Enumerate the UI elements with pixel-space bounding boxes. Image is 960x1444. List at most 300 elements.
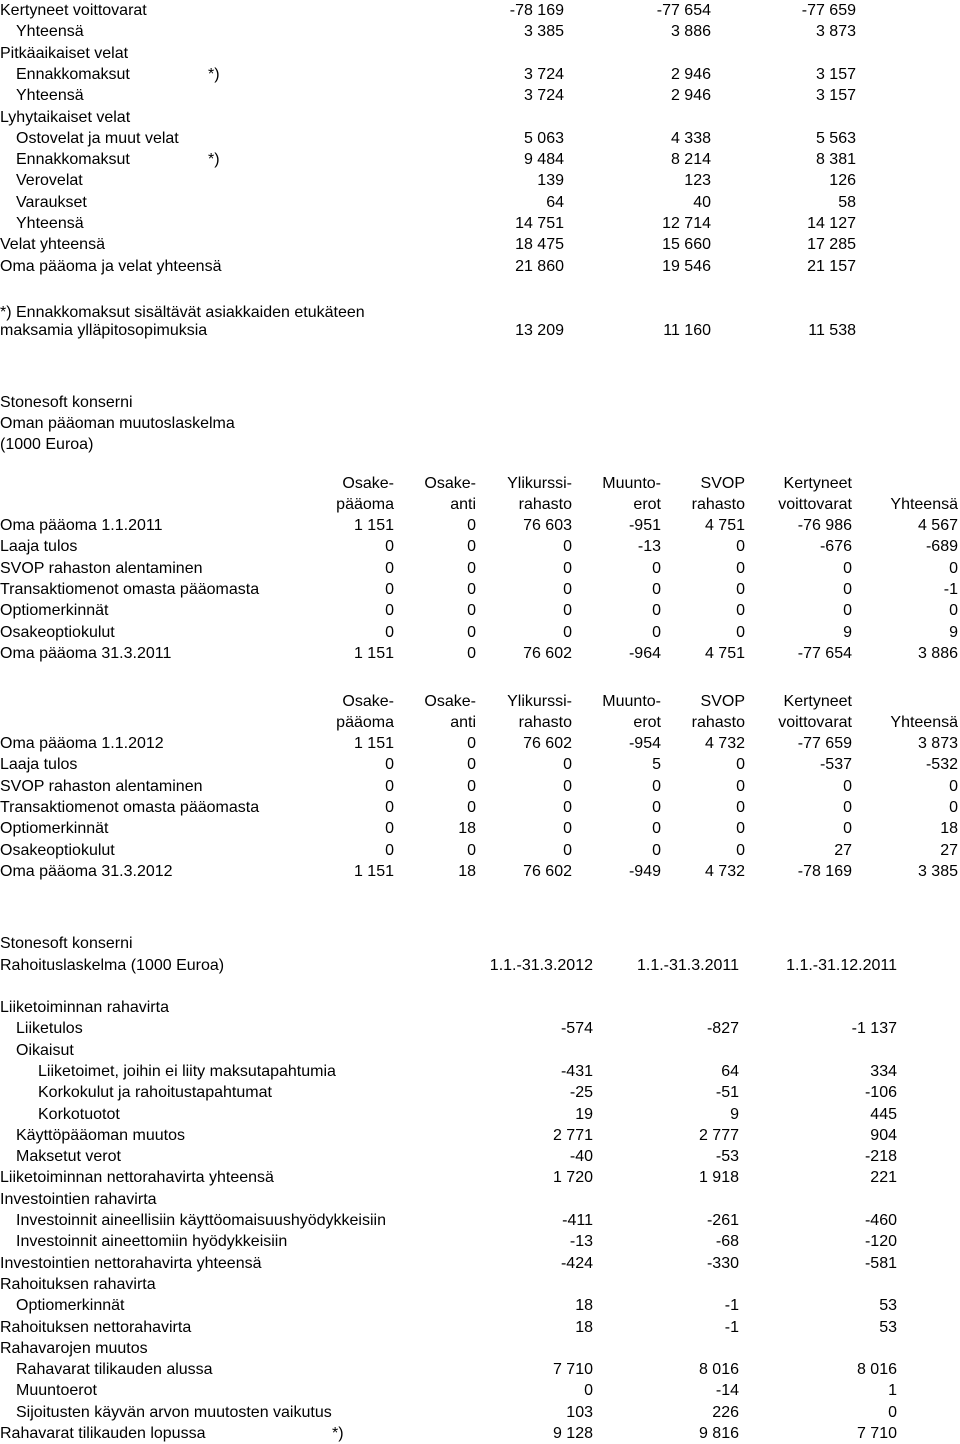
row-label: Rahoituksen nettorahavirta: [0, 1318, 192, 1336]
row-value: 0: [467, 623, 476, 641]
row-value: 0: [652, 559, 661, 577]
equity-row: [0, 558, 960, 579]
row-label: Osakeoptiokulut: [0, 841, 115, 859]
row-label: Investoinnit aineellisiin käyttöomaisuushyödykkeisiin: [16, 1212, 386, 1229]
cashflow-row: [0, 1231, 960, 1252]
equity-row: [0, 818, 960, 839]
row-value: 4 732: [704, 735, 745, 752]
row-value: 27: [834, 841, 852, 859]
column-header: Osake-: [342, 693, 394, 710]
row-value: -78 169: [509, 2, 564, 19]
row-value: 1 918: [698, 1169, 739, 1187]
row-value: 53: [879, 1318, 897, 1336]
row-value: 0: [385, 841, 394, 859]
cashflow-row: [0, 1210, 960, 1231]
row-label: Ostovelat ja muut velat: [16, 129, 179, 147]
row-label: Maksetut verot: [16, 1148, 121, 1166]
cashflow-row: [0, 1295, 960, 1316]
row-value: 0: [467, 538, 476, 556]
cashflow-title: Rahoituslaskelma (1000 Euroa): [0, 957, 225, 974]
row-value: 0: [563, 841, 572, 859]
row-label: Oma pääoma 31.3.2011: [0, 644, 172, 662]
row-value: -13: [637, 538, 661, 556]
row-value: 904: [870, 1126, 897, 1144]
row-label: Transaktiomenot omasta pääomasta: [0, 798, 260, 816]
row-value: 1 151: [353, 735, 394, 752]
row-value: 8 016: [698, 1361, 739, 1379]
row-value: 0: [843, 820, 852, 838]
cashflow-row: [0, 1359, 960, 1380]
row-value: 0: [949, 559, 958, 577]
row-value: -330: [706, 1254, 739, 1272]
row-value: 2 771: [552, 1126, 593, 1144]
row-value: 8 381: [815, 151, 856, 169]
row-value: 3 873: [917, 735, 958, 752]
row-value: 12 714: [662, 215, 711, 232]
row-label: Optiomerkinnät: [0, 602, 109, 620]
row-value: 0: [736, 602, 745, 620]
row-value: 123: [684, 172, 711, 190]
row-value: 0: [563, 580, 572, 598]
column-header: pääoma: [336, 714, 394, 731]
equity-header-row-2: [0, 494, 960, 515]
footnote-marker: *): [332, 1425, 344, 1442]
row-value: 0: [584, 1382, 593, 1400]
column-header: Kertyneet: [783, 475, 852, 492]
row-value: 76 603: [523, 517, 572, 534]
row-value: 0: [385, 820, 394, 838]
row-value: -120: [864, 1233, 897, 1251]
column-header: Ylikurssi-: [507, 693, 572, 710]
row-value: 21 860: [515, 257, 564, 275]
row-value: 21 157: [807, 257, 856, 275]
balance-footnote-line2: maksamia ylläpitosopimuksia: [0, 322, 208, 339]
cashflow-row: [0, 1167, 960, 1188]
row-value: 0: [467, 735, 476, 752]
row-label: Rahavarojen muutos: [0, 1339, 148, 1357]
row-label: Laaja tulos: [0, 538, 78, 556]
row-value: 18: [458, 862, 476, 880]
column-header: voittovarat: [778, 714, 852, 731]
row-value: -532: [925, 756, 958, 774]
cashflow-row: [0, 1104, 960, 1125]
balance-footnote-line1: *) Ennakkomaksut sisältävät asiakkaiden etukäteen: [0, 304, 365, 321]
row-value: 19: [575, 1105, 593, 1123]
row-value: 0: [467, 777, 476, 795]
row-value: -76 986: [797, 517, 852, 534]
row-value: 0: [563, 623, 572, 641]
cashflow-row: [0, 1274, 960, 1295]
row-value: 0: [736, 820, 745, 838]
row-value: -13: [569, 1233, 593, 1251]
row-value: 18 475: [515, 236, 564, 254]
row-label: Oma pääoma 1.1.2011: [0, 517, 163, 534]
column-header: rahasto: [691, 714, 745, 731]
row-value: -574: [560, 1020, 593, 1038]
row-label: Varaukset: [16, 193, 87, 211]
equity-row: [0, 754, 960, 775]
row-label: Korkotuotot: [38, 1105, 120, 1123]
row-value: -537: [819, 756, 852, 774]
row-label: Käyttöpääoman muutos: [16, 1126, 185, 1144]
row-value: 0: [385, 756, 394, 774]
row-value: 76 602: [523, 862, 572, 880]
column-header: rahasto: [691, 496, 745, 513]
equity-row: [0, 797, 960, 818]
row-value: 13 209: [515, 322, 564, 339]
column-header: erot: [633, 714, 661, 731]
column-header: Ylikurssi-: [507, 475, 572, 492]
row-label: Pitkäaikaiset velat: [0, 44, 129, 62]
row-value: 139: [537, 172, 564, 190]
row-value: 5 063: [523, 129, 564, 147]
row-value: -676: [819, 538, 852, 556]
row-label: Rahoituksen rahavirta: [0, 1275, 156, 1293]
footnote-marker: *): [208, 65, 220, 83]
cashflow-row: [0, 1317, 960, 1338]
column-header: Yhteensä: [890, 496, 958, 513]
row-label: Velat yhteensä: [0, 236, 105, 254]
row-label: Investointien rahavirta: [0, 1190, 157, 1208]
row-label: Liiketulos: [16, 1020, 83, 1038]
row-value: 0: [385, 777, 394, 795]
row-value: -261: [706, 1212, 739, 1229]
row-value: -1: [724, 1297, 739, 1315]
cashflow-row: [0, 1338, 960, 1359]
equity-row: [0, 733, 960, 754]
row-value: 3 886: [917, 644, 958, 662]
cashflow-company: Stonesoft konserni: [0, 935, 133, 952]
row-value: 18: [575, 1318, 593, 1336]
row-value: 58: [838, 193, 856, 211]
column-header: Muunto-: [602, 475, 661, 492]
row-value: 3 157: [815, 87, 856, 105]
column-header: Osake-: [424, 693, 476, 710]
row-value: 445: [870, 1105, 897, 1123]
balance-row: [0, 192, 960, 213]
row-label: Ennakkomaksut: [16, 65, 130, 83]
row-label: SVOP rahaston alentaminen: [0, 777, 203, 795]
row-value: -40: [569, 1148, 593, 1166]
row-value: 18: [940, 820, 958, 838]
row-value: -460: [864, 1212, 897, 1229]
row-value: 9 128: [552, 1425, 593, 1442]
balance-row: [0, 85, 960, 106]
row-value: 0: [736, 538, 745, 556]
equity-row: [0, 776, 960, 797]
balance-row: [0, 234, 960, 255]
column-header: Muunto-: [602, 693, 661, 710]
footnote-values-row: [0, 320, 960, 341]
period-header: 1.1.-31.12.2011: [786, 957, 897, 974]
row-label: Yhteensä: [16, 23, 84, 41]
cashflow-row: [0, 1082, 960, 1103]
column-header: Osake-: [342, 475, 394, 492]
row-value: 221: [870, 1169, 897, 1187]
row-value: 18: [458, 820, 476, 838]
row-value: 0: [385, 623, 394, 641]
row-value: 1 720: [552, 1169, 593, 1187]
column-header: Osake-: [424, 475, 476, 492]
row-value: -581: [864, 1254, 897, 1272]
row-value: 7 710: [552, 1361, 593, 1379]
row-label: Kertyneet voittovarat: [0, 2, 147, 19]
equity-row: [0, 861, 960, 882]
row-value: -218: [864, 1148, 897, 1166]
equity-header-row-1: [0, 473, 960, 494]
row-value: 8 214: [670, 151, 711, 169]
row-value: 0: [467, 517, 476, 534]
row-value: 0: [949, 798, 958, 816]
period-header: 1.1.-31.3.2012: [489, 957, 593, 974]
row-label: Liiketoiminnan nettorahavirta yhteensä: [0, 1169, 274, 1187]
row-label: Rahavarat tilikauden alussa: [16, 1361, 213, 1379]
row-value: 0: [467, 756, 476, 774]
row-value: -77 654: [656, 2, 711, 19]
cashflow-row: [0, 1040, 960, 1061]
row-value: 0: [467, 644, 476, 662]
cashflow-row: [0, 1125, 960, 1146]
row-label: Sijoitusten käyvän arvon muutosten vaikutus: [16, 1403, 332, 1421]
row-value: 0: [467, 580, 476, 598]
row-label: Verovelat: [16, 172, 83, 190]
row-value: 0: [736, 623, 745, 641]
row-value: 0: [736, 777, 745, 795]
row-label: Rahavarat tilikauden lopussa: [0, 1425, 206, 1442]
balance-row: [0, 128, 960, 149]
row-label: Korkokulut ja rahoitustapahtumat: [38, 1084, 272, 1102]
row-value: 0: [467, 798, 476, 816]
equity-company: Stonesoft konserni: [0, 394, 133, 411]
balance-row: [0, 0, 960, 21]
row-label: Osakeoptiokulut: [0, 623, 115, 641]
row-value: 9 484: [523, 151, 564, 169]
column-header: SVOP: [700, 693, 745, 710]
row-value: -689: [925, 538, 958, 556]
row-value: 19 546: [662, 257, 711, 275]
row-value: 40: [693, 193, 711, 211]
row-value: 0: [843, 559, 852, 577]
period-header: 1.1.-31.3.2011: [636, 957, 739, 974]
cashflow-periods-row: [0, 955, 960, 976]
equity-row: [0, 536, 960, 557]
balance-row: [0, 107, 960, 128]
balance-row: [0, 170, 960, 191]
row-value: 0: [385, 798, 394, 816]
row-label: Lyhytaikaiset velat: [0, 108, 131, 126]
row-value: 334: [870, 1062, 897, 1080]
row-value: 9: [730, 1105, 739, 1123]
row-label: Ennakkomaksut: [16, 151, 130, 169]
row-value: 0: [563, 559, 572, 577]
row-value: 0: [736, 559, 745, 577]
row-label: Transaktiomenot omasta pääomasta: [0, 580, 260, 598]
balance-row: [0, 256, 960, 277]
row-value: 76 602: [523, 644, 572, 662]
row-value: -951: [628, 517, 661, 534]
equity-row: [0, 600, 960, 621]
row-value: 3 873: [815, 23, 856, 41]
row-label: Optiomerkinnät: [0, 820, 109, 838]
cashflow-row: [0, 1061, 960, 1082]
row-value: -1: [724, 1318, 739, 1336]
column-header: erot: [633, 496, 661, 513]
column-header: SVOP: [700, 475, 745, 492]
column-header: anti: [450, 496, 476, 513]
column-header: rahasto: [518, 714, 572, 731]
row-label: Oma pääoma ja velat yhteensä: [0, 257, 222, 275]
row-value: 0: [888, 1403, 897, 1421]
equity-row: [0, 579, 960, 600]
row-value: 0: [736, 756, 745, 774]
row-value: 126: [829, 172, 856, 190]
row-label: Laaja tulos: [0, 756, 78, 774]
row-value: 0: [843, 777, 852, 795]
row-value: 1: [888, 1382, 897, 1400]
cashflow-row: [0, 1189, 960, 1210]
column-header: Yhteensä: [890, 714, 958, 731]
row-value: 0: [736, 841, 745, 859]
row-value: 64: [546, 193, 564, 211]
row-value: -431: [560, 1062, 593, 1080]
row-value: 0: [652, 777, 661, 795]
row-value: 1 151: [353, 644, 394, 662]
row-value: 0: [736, 798, 745, 816]
row-value: -411: [562, 1212, 593, 1229]
row-value: 3 724: [523, 87, 564, 105]
cashflow-row: [0, 1018, 960, 1039]
row-value: 0: [563, 798, 572, 816]
row-value: 0: [652, 580, 661, 598]
row-value: -106: [864, 1084, 897, 1102]
row-value: 5: [652, 756, 661, 774]
row-value: -68: [715, 1233, 739, 1251]
row-value: 4 732: [704, 862, 745, 880]
row-value: -14: [715, 1382, 739, 1400]
row-value: 11 160: [663, 322, 711, 339]
row-value: 14 751: [515, 215, 564, 232]
row-value: 5 563: [815, 129, 856, 147]
row-value: -77 659: [797, 735, 852, 752]
equity-unit: (1000 Euroa): [0, 436, 94, 453]
row-value: -949: [628, 862, 661, 880]
row-value: 1 151: [353, 862, 394, 880]
row-value: 0: [843, 798, 852, 816]
row-value: 17 285: [807, 236, 856, 254]
row-value: 0: [652, 623, 661, 641]
row-value: 0: [385, 602, 394, 620]
row-value: 4 751: [704, 517, 745, 534]
row-value: -827: [706, 1020, 739, 1038]
row-value: 0: [652, 602, 661, 620]
row-value: 2 946: [670, 65, 711, 83]
equity-title: Oman pääoman muutoslaskelma: [0, 415, 235, 432]
row-value: 0: [949, 602, 958, 620]
row-value: -1 137: [851, 1020, 897, 1038]
row-value: 53: [879, 1297, 897, 1315]
balance-row: [0, 43, 960, 64]
row-value: 0: [467, 841, 476, 859]
balance-row: [0, 149, 960, 170]
row-value: 0: [563, 777, 572, 795]
row-value: 3 886: [670, 23, 711, 41]
row-value: 0: [652, 820, 661, 838]
row-label: Optiomerkinnät: [16, 1297, 125, 1315]
row-value: -53: [715, 1148, 739, 1166]
row-value: -51: [715, 1084, 739, 1102]
row-label: Oma pääoma 31.3.2012: [0, 862, 173, 880]
row-label: Yhteensä: [16, 215, 84, 232]
column-header: pääoma: [336, 496, 394, 513]
cashflow-row: [0, 1380, 960, 1401]
row-value: -78 169: [797, 862, 852, 880]
row-label: Muuntoerot: [16, 1382, 97, 1400]
row-value: 7 710: [856, 1425, 897, 1442]
row-value: 1 151: [353, 517, 394, 534]
equity-row: [0, 840, 960, 861]
row-value: 64: [721, 1062, 739, 1080]
row-value: 3 157: [815, 65, 856, 83]
row-value: 0: [563, 602, 572, 620]
balance-row: [0, 213, 960, 234]
row-label: Oma pääoma 1.1.2012: [0, 735, 164, 752]
row-value: 4 567: [917, 517, 958, 534]
row-value: 76 602: [523, 735, 572, 752]
cashflow-row: [0, 1253, 960, 1274]
row-value: 9: [949, 623, 958, 641]
column-header: anti: [450, 714, 476, 731]
row-value: 0: [736, 580, 745, 598]
row-label: SVOP rahaston alentaminen: [0, 559, 203, 577]
row-value: 0: [563, 820, 572, 838]
row-label: Investointien nettorahavirta yhteensä: [0, 1254, 262, 1272]
row-value: 0: [385, 538, 394, 556]
column-header: rahasto: [518, 496, 572, 513]
cashflow-row: [0, 1423, 960, 1444]
row-value: 8 016: [856, 1361, 897, 1379]
row-value: -25: [569, 1084, 593, 1102]
row-value: -424: [560, 1254, 593, 1272]
row-value: 4 751: [704, 644, 745, 662]
row-value: -77 654: [797, 644, 852, 662]
column-header: voittovarat: [778, 496, 852, 513]
row-value: 9 816: [698, 1425, 739, 1442]
row-value: 0: [385, 559, 394, 577]
equity-row: [0, 622, 960, 643]
footnote-marker: *): [208, 151, 220, 169]
row-label: Liiketoimet, joihin ei liity maksutapahtumia: [38, 1062, 336, 1080]
row-label: Liiketoiminnan rahavirta: [0, 999, 169, 1016]
row-value: 0: [652, 798, 661, 816]
row-value: 226: [712, 1403, 739, 1421]
row-value: 15 660: [662, 236, 711, 254]
row-value: 3 385: [917, 862, 958, 880]
row-value: 2 946: [670, 87, 711, 105]
row-value: 0: [467, 602, 476, 620]
row-value: 0: [843, 580, 852, 598]
equity-header-row-1: [0, 691, 960, 712]
row-label: Investoinnit aineettomiin hyödykkeisiin: [16, 1233, 288, 1251]
row-value: -1: [943, 580, 958, 598]
row-value: 11 538: [808, 322, 856, 339]
row-value: 4 338: [670, 129, 711, 147]
equity-row: [0, 643, 960, 664]
row-value: 0: [652, 841, 661, 859]
cashflow-row: [0, 1402, 960, 1423]
cashflow-row: [0, 997, 960, 1018]
row-value: 0: [563, 538, 572, 556]
row-value: 0: [949, 777, 958, 795]
